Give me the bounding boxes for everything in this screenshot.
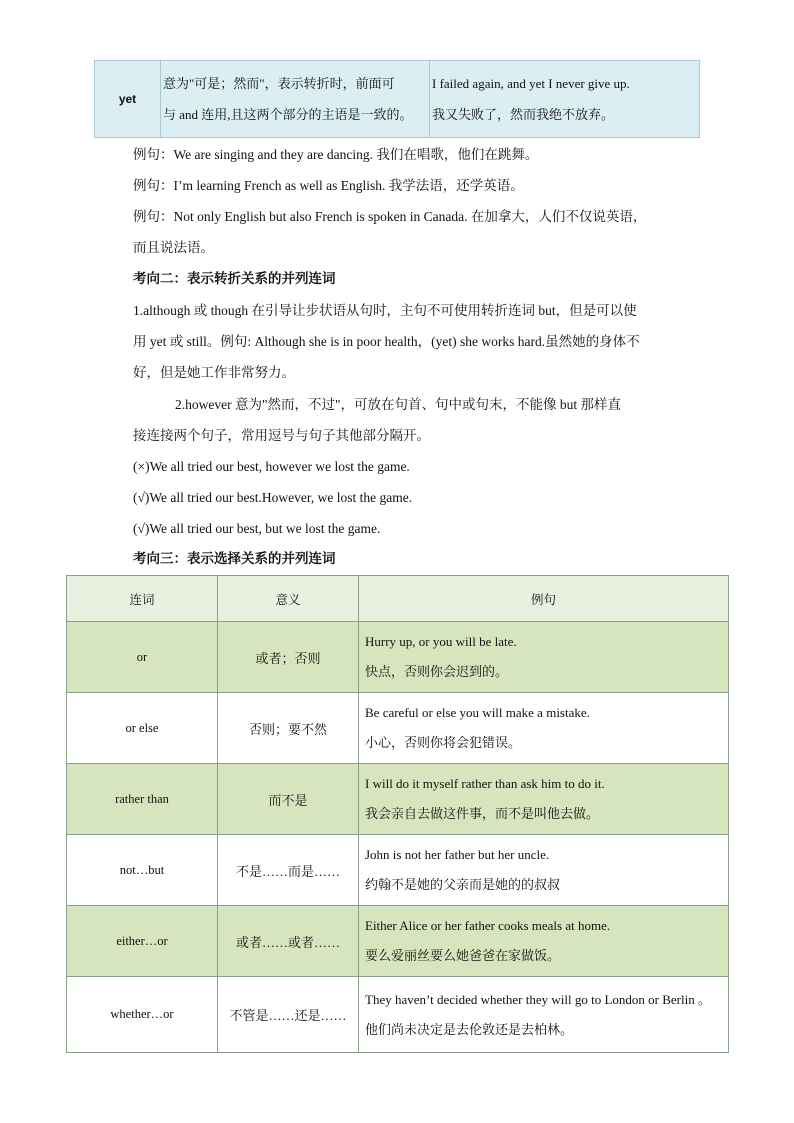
row-example: [359, 835, 729, 906]
table-row: [67, 764, 729, 835]
header-meaning: 意义: [218, 576, 359, 622]
example-line: 例句：I’m learning French as well as English. 我学法语，还学英语。: [133, 178, 524, 193]
table-row: [67, 835, 729, 906]
table-row: [67, 622, 729, 693]
paragraph-line: 好，但是她工作非常努力。: [133, 365, 295, 380]
yet-row-table: [94, 60, 700, 138]
example-zh: 他们尚未决定是去伦敦还是去柏林。: [365, 1021, 574, 1037]
example-zh: 约翰不是她的父亲而是她的的叔叔: [365, 877, 561, 892]
section-heading: 考向二：表示转折关系的并列连词: [133, 271, 336, 286]
header-conjunction: 连词: [67, 576, 218, 622]
paragraph-line: 接连接两个句子，常用逗号与句子其他部分隔开。: [133, 428, 430, 443]
row-meaning: 或者；否则: [218, 622, 359, 693]
row-example: [359, 906, 729, 977]
check-example: (×)We all tried our best, however we lost the game.: [133, 459, 410, 474]
yet-example-en: I failed again, and yet I never give up.: [432, 76, 630, 91]
example-zh: 小心，否则你将会犯错误。: [365, 735, 522, 750]
yet-meaning-line: 与 and 连用,且这两个部分的主语是一致的。: [163, 107, 413, 122]
section-heading: 考向三：表示选择关系的并列连词: [133, 551, 336, 566]
conjunction-yet: yet: [95, 61, 161, 138]
table-row: [67, 693, 729, 764]
row-example: [359, 764, 729, 835]
check-example: (√)We all tried our best, but we lost the game.: [133, 521, 381, 536]
row-conjunction: not…but: [67, 835, 218, 906]
row-example: [359, 622, 729, 693]
example-en: Be careful or else you will make a mistake.: [365, 705, 590, 720]
row-meaning: 否则；要不然: [218, 693, 359, 764]
yet-example: [430, 61, 700, 138]
check-example: (√)We all tried our best.However, we lost the game.: [133, 490, 413, 505]
yet-meaning: [161, 61, 430, 138]
row-conjunction: rather than: [67, 764, 218, 835]
example-zh: 我会亲自去做这件事，而不是叫他去做。: [365, 806, 600, 821]
row-conjunction: or: [67, 622, 218, 693]
row-conjunction: either…or: [67, 906, 218, 977]
row-conjunction: whether…or: [67, 977, 218, 1053]
example-en: I will do it myself rather than ask him to do it.: [365, 776, 605, 791]
example-en: John is not her father but her uncle.: [365, 847, 550, 862]
example-line: 例句：Not only English but also French is spoken in Canada. 在加拿大，人们不仅说英语，: [133, 209, 647, 224]
yet-meaning-line: 意为"可是；然而"，表示转折时，前面可: [163, 76, 395, 91]
row-meaning: 而不是: [218, 764, 359, 835]
row-example: [359, 977, 729, 1053]
table-row: [67, 906, 729, 977]
selection-conjunctions-table: [66, 575, 729, 1053]
row-conjunction: or else: [67, 693, 218, 764]
header-example: 例句: [359, 576, 729, 622]
paragraph-line: 用 yet 或 still。例句: Although she is in poor health，(yet) she works hard.虽然她的身体不: [133, 334, 640, 349]
example-en: Hurry up, or you will be late.: [365, 634, 517, 649]
row-meaning: 不管是……还是……: [218, 977, 359, 1053]
paragraph-line: 1.although 或 though 在引导让步状语从句时，主句不可使用转折连词 but，但是可以使: [133, 303, 637, 318]
paragraph-line: 2.however 意为"然而，不过"，可放在句首、句中或句末，不能像 but 那样直: [175, 397, 622, 412]
example-line: 而且说法语。: [133, 240, 214, 255]
example-en: Either Alice or her father cooks meals at home.: [365, 918, 611, 933]
example-zh: 要么爱丽丝要么她爸爸在家做饭。: [365, 948, 561, 963]
row-meaning: 不是……而是……: [218, 835, 359, 906]
example-en: They haven’t decided whether they will go to London or Berlin 。: [365, 991, 711, 1007]
row-meaning: 或者……或者……: [218, 906, 359, 977]
example-line: 例句：We are singing and they are dancing. 我们在唱歌，他们在跳舞。: [133, 147, 539, 162]
row-example: [359, 693, 729, 764]
yet-example-zh: 我又失败了，然而我绝不放弃。: [432, 107, 615, 122]
table-row: [67, 977, 729, 1053]
example-zh: 快点，否则你会迟到的。: [365, 664, 509, 679]
